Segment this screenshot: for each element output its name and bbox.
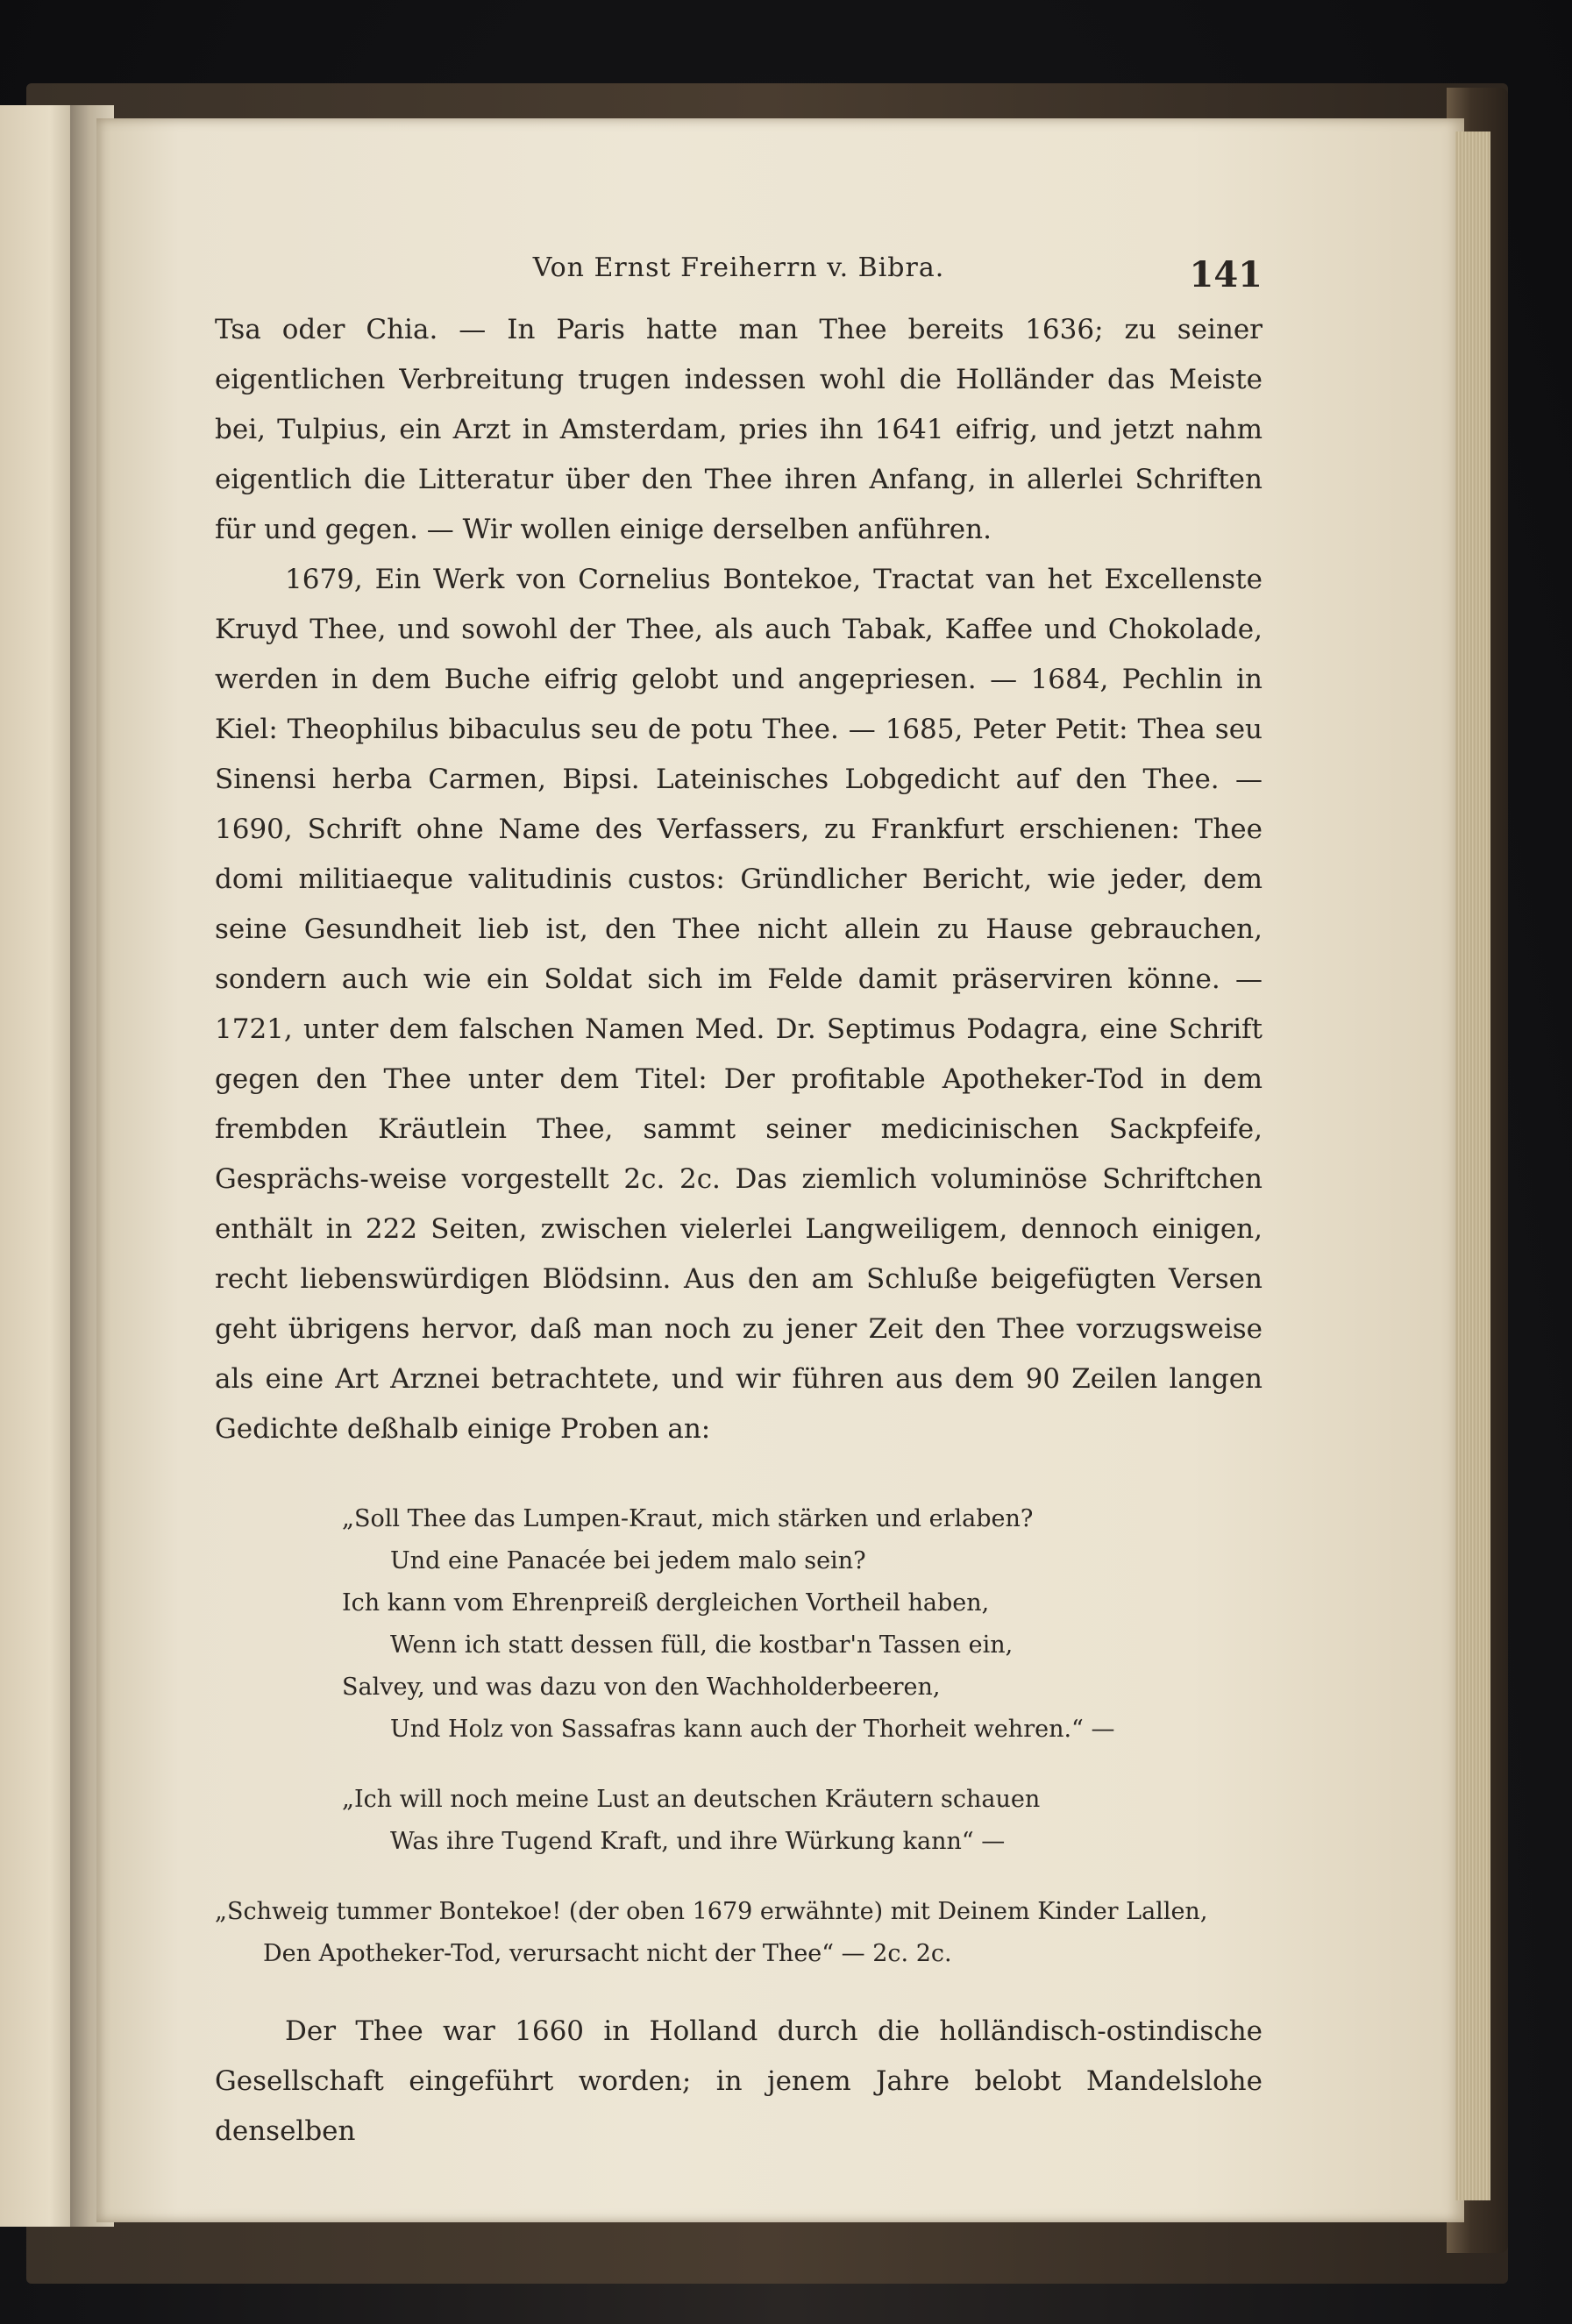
- paragraph-1: Tsa oder Chia. — In Paris hatte man Thee bereits 1636; zu seiner eigentlichen Verbreitung trugen indessen wohl die Holländer das Meiste bei, Tulpius, ein Arzt in Amsterdam, pries ihn 1641 eifrig, und jetzt nahm eigentlich die Litteratur über den Thee ihren Anfang, in allerlei Schriften für und gegen. — Wir wollen einige derselben anführen.: [215, 314, 1263, 545]
- poem-line: Und eine Panacée bei jedem malo sein?: [390, 1547, 866, 1574]
- poem-line: Ich kann vom Ehrenpreiß dergleichen Vortheil haben,: [342, 1589, 990, 1617]
- closing-paragraph: Der Thee war 1660 in Holland durch die holländisch-ostindische Gesellschaft eingeführt worden; in jenem Jahre belobt Mandelslohe denselben: [215, 2015, 1263, 2147]
- poem-line: „Schweig tummer Bontekoe! (der oben 1679 erwähnte) mit Deinem Kinder Lallen,: [215, 1898, 1208, 1925]
- page-stack-edge: [1455, 131, 1490, 2200]
- page-header: [215, 252, 1263, 305]
- poem-line: Den Apotheker-Tod, verursacht nicht der Thee“ — 2c. 2c.: [263, 1940, 952, 1967]
- running-head: Von Ernst Freiherrn v. Bibra.: [532, 252, 945, 283]
- poem-stanza-2: [215, 1779, 1263, 1863]
- poem-stanza-3: [215, 1891, 1263, 1975]
- poem-quotation: [215, 1498, 1263, 1975]
- page-text-block: [215, 252, 1263, 2157]
- poem-line: Salvey, und was dazu von den Wachholderbeeren,: [342, 1674, 941, 1701]
- poem-stanza-1: [215, 1498, 1263, 1751]
- page-number: 141: [1189, 254, 1263, 295]
- poem-line: Wenn ich statt dessen füll, die kostbar'n Tassen ein,: [390, 1631, 1014, 1659]
- poem-line: „Soll Thee das Lumpen-Kraut, mich stärken und erlaben?: [342, 1505, 1034, 1532]
- poem-line: „Ich will noch meine Lust an deutschen Kräutern schauen: [342, 1786, 1041, 1813]
- paragraph-2: 1679, Ein Werk von Cornelius Bontekoe, Tractat van het Excellenste Kruyd Thee, und sowohl der Thee, als auch Tabak, Kaffee und Chokolade, werden in dem Buche eifrig gelobt und angepriesen. — 1684, Pechlin in Kiel: Theophilus bibaculus seu de potu Thee. — 1685, Peter Petit: Thea seu Sinensi herba Carmen, Bipsi. Lateinisches Lobgedicht auf den Thee. — 1690, Schrift ohne Name des Verfassers, zu Frankfurt erschienen: Thee domi militiaeque valitudinis custos: Gründlicher Bericht, wie jeder, dem seine Gesundheit lieb ist, den Thee nicht allein zu Hause gebrauchen, sondern auch wie ein Soldat sich im Felde damit präserviren könne. — 1721, unter dem falschen Namen Med. Dr. Septimus Podagra, eine Schrift gegen den Thee unter dem Titel: Der profitable Apotheker-Tod in dem frembden Kräutlein Thee, sammt seiner medicinischen Sackpfeife, Gesprächs-weise vorgestellt 2c. 2c. Das ziemlich voluminöse Schriftchen enthält in 222 Seiten, zwischen vielerlei Langweiligem, dennoch einigen, recht liebenswürdigen Blödsinn. Aus den am Schluße beigefügten Versen geht übrigens hervor, daß man noch zu jener Zeit den Thee vorzugsweise als eine Art Arznei betrachtete, und wir führen aus dem 90 Zeilen langen Gedichte deßhalb einige Proben an:: [215, 564, 1263, 1445]
- poem-line: Was ihre Tugend Kraft, und ihre Würkung kann“ —: [390, 1828, 1006, 1855]
- poem-line: Und Holz von Sassafras kann auch der Thorheit wehren.“ —: [390, 1716, 1115, 1743]
